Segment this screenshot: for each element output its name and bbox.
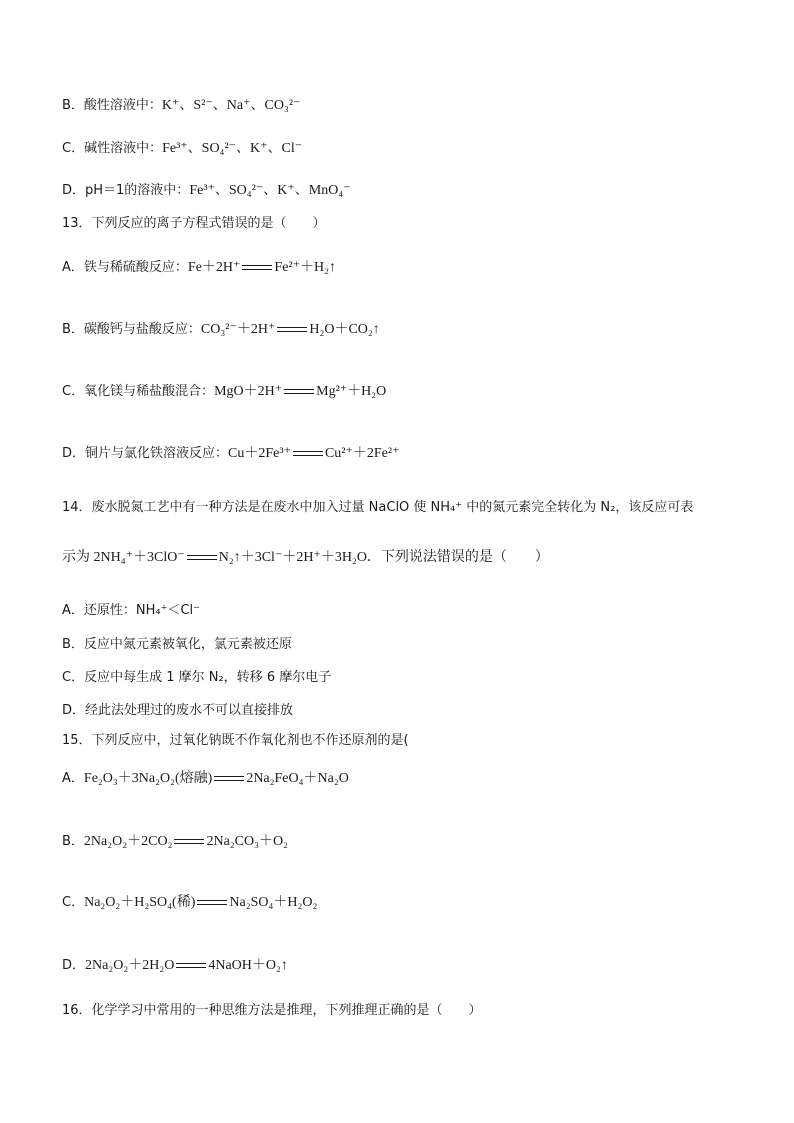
q15-option-b-lhs: 2Na₂O₂＋2CO₂ xyxy=(83,834,173,849)
equals-arrow xyxy=(187,555,217,560)
q14-option-c: C．反应中每生成 1 摩尔 N₂，转移 6 摩尔电子 xyxy=(62,670,332,685)
q15-option-c-lhs: Na₂O₂＋H₂SO₄(稀) xyxy=(84,895,196,910)
q15-option-a-rhs: 2Na₂FeO₄＋Na₂O xyxy=(246,771,349,786)
q13-option-b-rhs: H₂O＋CO₂↑ xyxy=(309,322,380,337)
q12-option-c xyxy=(62,139,302,159)
q15-option-c-label: C． xyxy=(62,895,85,910)
q13-option-a-lhs: Fe＋2H⁺ xyxy=(187,260,241,275)
q15-option-b xyxy=(62,832,288,852)
q12-option-b xyxy=(62,96,300,116)
q13-option-d-label: D．铜片与氯化铁溶液反应： xyxy=(62,446,229,461)
equals-arrow xyxy=(214,776,244,781)
q15-option-a xyxy=(62,769,349,789)
equals-arrow xyxy=(242,265,272,270)
equals-arrow xyxy=(293,451,323,456)
q15-option-d-lhs: 2Na₂O₂＋2H₂O xyxy=(85,958,175,973)
q13-option-a xyxy=(62,258,336,278)
q12-option-c-body: Fe³⁺、SO₄²⁻、K⁺、Cl⁻ xyxy=(162,141,303,156)
equals-arrow xyxy=(174,839,204,844)
q15-option-c-rhs: Na₂SO₄＋H₂O₂ xyxy=(229,895,318,910)
q15-option-a-lhs: Fe₂O₃＋3Na₂O₂(熔融) xyxy=(83,771,213,786)
q14-option-d: D．经此法处理过的废水不可以直接排放 xyxy=(62,703,294,718)
q13-option-b-lhs: CO₃²⁻＋2H⁺ xyxy=(200,322,276,337)
q13-stem: 13．下列反应的离子方程式错误的是（ ） xyxy=(62,216,326,231)
q13-option-c-rhs: Mg²⁺＋H₂O xyxy=(316,384,387,399)
q13-option-a-label: A．铁与稀硫酸反应： xyxy=(62,260,188,275)
q14-option-a: A．还原性：NH₄⁺＜Cl⁻ xyxy=(62,603,201,618)
q14-equation-rhs: N₂↑＋3Cl⁻＋2H⁺＋3H₂O．下列说法错误的是（ ） xyxy=(218,550,549,565)
q15-option-d xyxy=(62,956,288,976)
q15-option-b-label: B． xyxy=(62,834,84,849)
q13-option-c-lhs: MgO＋2H⁺ xyxy=(214,384,283,399)
equals-arrow xyxy=(197,900,227,905)
q16-stem: 16．化学学习中常用的一种思维方法是推理，下列推理正确的是（ ） xyxy=(62,1003,482,1018)
q14-stem-line1: 14．废水脱氮工艺中有一种方法是在废水中加入过量 NaClO 使 NH₄⁺ 中的氮元素完全转化为 N₂，该反应可表 xyxy=(62,500,694,515)
equals-arrow xyxy=(176,963,206,968)
q15-option-d-rhs: 4NaOH＋O₂↑ xyxy=(208,958,288,973)
q15-option-c xyxy=(62,893,317,913)
equals-arrow xyxy=(277,327,307,332)
q13-option-d-lhs: Cu＋2Fe³⁺ xyxy=(228,446,291,461)
q15-option-d-label: D． xyxy=(62,958,86,973)
q14-stem-line2 xyxy=(62,548,549,568)
q14-equation-lhs: 示为 2NH₄⁺＋3ClO⁻ xyxy=(62,550,185,565)
equals-arrow xyxy=(284,389,314,394)
q12-option-d-label: D．pH＝1的溶液中： xyxy=(62,183,190,198)
q13-option-a-rhs: Fe²⁺＋H₂↑ xyxy=(274,260,336,275)
q15-option-b-rhs: 2Na₂CO₃＋O₂ xyxy=(206,834,288,849)
q12-option-d xyxy=(62,181,351,201)
q13-option-c-label: C．氧化镁与稀盐酸混合： xyxy=(62,384,215,399)
q13-option-d xyxy=(62,444,399,464)
q13-option-d-rhs: Cu²⁺＋2Fe²⁺ xyxy=(324,446,400,461)
q13-option-b-label: B．碳酸钙与盐酸反应： xyxy=(62,322,201,337)
q12-option-b-body: K⁺、S²⁻、Na⁺、CO₃²⁻ xyxy=(161,98,301,113)
q13-option-c xyxy=(62,382,386,402)
q15-option-a-label: A． xyxy=(62,771,84,786)
q12-option-c-label: C．碱性溶液中： xyxy=(62,141,163,156)
q12-option-d-body: Fe³⁺、SO₄²⁻、K⁺、MnO₄⁻ xyxy=(189,183,351,198)
q13-option-b xyxy=(62,320,380,340)
q12-option-b-label: B．酸性溶液中： xyxy=(62,98,162,113)
q15-stem: 15．下列反应中，过氧化钠既不作氧化剂也不作还原剂的是( xyxy=(62,733,409,748)
q14-option-b: B．反应中氮元素被氧化，氯元素被还原 xyxy=(62,637,292,652)
